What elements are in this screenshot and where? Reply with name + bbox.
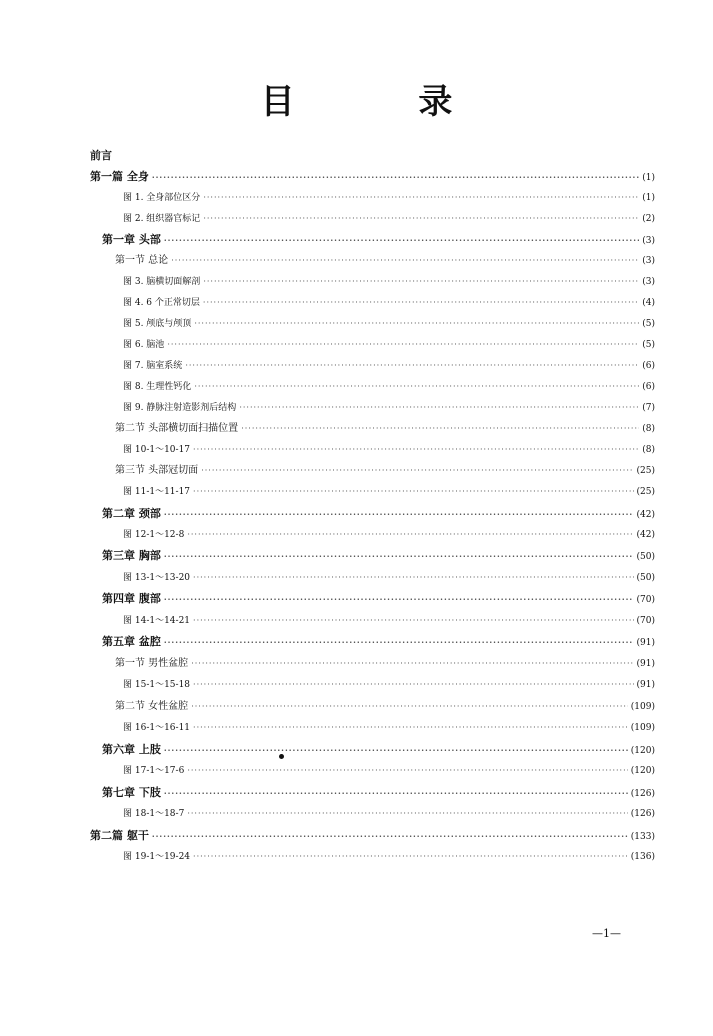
toc-entry-page: (8): [642, 424, 655, 434]
toc-entry-label: 第四章 腹部: [102, 592, 161, 605]
leader-dots: [187, 524, 633, 545]
leader-dots: [241, 418, 639, 439]
toc-entry[interactable]: [102, 739, 655, 760]
toc-entry-page: (70): [636, 616, 655, 626]
toc-entry-label: 第一章 头部: [102, 233, 161, 246]
toc-entry[interactable]: [102, 631, 655, 652]
toc-entry-page: (120): [630, 766, 655, 776]
leader-dots: [191, 653, 633, 674]
toc-entry[interactable]: [115, 250, 655, 271]
toc-entry-label: 第五章 盆腔: [102, 635, 161, 648]
page-number: —1—: [592, 927, 621, 940]
toc-entry-page: (91): [636, 638, 655, 648]
toc-entry-label: 图 10-1～10-17: [123, 445, 191, 455]
toc-entry-label: 第二篇 躯干: [90, 829, 149, 842]
leader-dots: [164, 589, 634, 609]
leader-dots: [193, 481, 633, 502]
toc-entry-label: 第三节 头部冠切面: [115, 465, 199, 476]
leader-dots: [171, 250, 639, 271]
toc-entry-label: 第一节 总论: [115, 255, 169, 266]
toc-entry[interactable]: [102, 503, 655, 524]
toc-entry[interactable]: [90, 825, 655, 846]
leader-dots: [193, 439, 639, 460]
toc-entry-page: (6): [642, 382, 655, 392]
leader-dots: [191, 696, 628, 717]
preface-heading: 前言: [90, 149, 112, 162]
toc-entry-label: 图 17-1～17-6: [123, 766, 185, 776]
toc-entry-page: (50): [636, 573, 655, 583]
toc-entry[interactable]: [123, 674, 655, 695]
toc-entry-page: (1): [642, 193, 655, 203]
toc-entry[interactable]: [123, 567, 655, 588]
toc-entry-page: (1): [642, 173, 655, 183]
toc-entry-label: 第二节 头部横切面扫描位置: [115, 423, 239, 434]
toc-entry-label: 图 15-1～15-18: [123, 680, 191, 690]
leader-dots: [193, 610, 633, 631]
toc-entry-page: (126): [630, 809, 655, 819]
toc-entry-page: (4): [642, 298, 655, 308]
leader-dots: [193, 567, 633, 588]
leader-dots: [203, 208, 639, 229]
toc-entry-page: (2): [642, 214, 655, 224]
leader-dots: [164, 230, 639, 250]
toc-entry[interactable]: [90, 166, 655, 187]
leader-dots: [164, 783, 628, 803]
toc-entry-page: (6): [642, 361, 655, 371]
toc-entry[interactable]: [123, 292, 655, 313]
toc-entry-page: (42): [636, 530, 655, 540]
toc-entry-label: 图 16-1～16-11: [123, 723, 191, 733]
leader-dots: [167, 334, 639, 355]
toc-entry-label: 第七章 下肢: [102, 786, 161, 799]
leader-dots: [187, 760, 627, 781]
toc-entry[interactable]: [123, 187, 655, 208]
leader-dots: [193, 674, 633, 695]
leader-dots: [193, 717, 628, 738]
toc-entry[interactable]: [123, 717, 655, 738]
toc-entry-page: (136): [630, 852, 655, 862]
toc-entry[interactable]: [123, 313, 655, 334]
leader-dots: [152, 167, 639, 187]
leader-dots: [194, 376, 639, 397]
toc-entry-page: (3): [642, 236, 655, 246]
leader-dots: [239, 397, 639, 418]
toc-entry-label: 图 1. 全身部位区分: [123, 193, 201, 203]
toc-entry-label: 图 4. 6 个正常切层: [123, 298, 200, 308]
toc-entry-page: (25): [636, 466, 655, 476]
toc-entry-page: (109): [630, 723, 655, 733]
leader-dots: [194, 313, 639, 334]
toc-entry-label: 第三章 胸部: [102, 549, 161, 562]
toc-entry-page: (42): [636, 510, 655, 520]
scan-speck: [279, 754, 284, 759]
toc-entry-label: 图 12-1～12-8: [123, 530, 185, 540]
toc-entry[interactable]: [123, 610, 655, 631]
page-title: 目 录: [260, 82, 509, 122]
toc-entry-label: 图 2. 组织器官标记: [123, 214, 201, 224]
leader-dots: [185, 355, 639, 376]
toc-entry-label: 图 6. 脑池: [123, 340, 165, 350]
toc-entry-page: (7): [642, 403, 655, 413]
toc-entry[interactable]: [123, 208, 655, 229]
leader-dots: [203, 187, 639, 208]
toc-entry-page: (3): [642, 277, 655, 287]
toc-entry-label: 图 8. 生理性钙化: [123, 382, 192, 392]
toc-entry-page: (120): [630, 746, 655, 756]
toc-entry[interactable]: [123, 760, 655, 781]
toc-entry[interactable]: [115, 696, 655, 717]
toc-entry-page: (70): [636, 595, 655, 605]
toc-entry-label: 图 7. 脑室系统: [123, 361, 183, 371]
toc-entry[interactable]: [123, 481, 655, 502]
toc-entry-page: (25): [636, 487, 655, 497]
toc-entry-page: (109): [630, 702, 655, 712]
toc-entry[interactable]: [123, 524, 655, 545]
toc-entry-label: 第二章 颈部: [102, 507, 161, 520]
leader-dots: [164, 504, 634, 524]
leader-dots: [203, 292, 639, 313]
toc-entry-label: 图 14-1～14-21: [123, 616, 191, 626]
toc-entry-label: 图 5. 颅底与颅顶: [123, 319, 192, 329]
toc-entry-label: 图 9. 静脉注射造影剂后结构: [123, 403, 237, 413]
toc-entry-label: 图 18-1～18-7: [123, 809, 185, 819]
toc-entry[interactable]: [123, 376, 655, 397]
toc-entry-page: (8): [642, 445, 655, 455]
toc-entry[interactable]: [123, 846, 655, 867]
toc-entry[interactable]: [123, 355, 655, 376]
leader-dots: [164, 740, 628, 760]
toc-entry-page: (5): [642, 319, 655, 329]
toc-entry[interactable]: [102, 545, 655, 566]
toc-entry-page: (133): [630, 832, 655, 842]
toc-entry-label: 第一篇 全身: [90, 170, 149, 183]
toc-entry-page: (126): [630, 789, 655, 799]
toc-entry[interactable]: [102, 588, 655, 609]
toc-entry-page: (3): [642, 256, 655, 266]
leader-dots: [201, 460, 633, 481]
leader-dots: [193, 846, 628, 867]
toc-entry[interactable]: [102, 229, 655, 250]
toc-entry[interactable]: [123, 803, 655, 824]
toc-entry[interactable]: [102, 782, 655, 803]
toc-entry-page: (91): [636, 659, 655, 669]
toc-entry-label: 第二节 女性盆腔: [115, 701, 189, 712]
toc-entry-label: 第一节 男性盆腔: [115, 658, 189, 669]
toc-entry[interactable]: [115, 653, 655, 674]
toc-entry[interactable]: [115, 418, 655, 439]
leader-dots: [164, 632, 634, 652]
toc-entry-page: (91): [636, 680, 655, 690]
toc-entry[interactable]: [123, 397, 655, 418]
toc-entry-page: (50): [636, 552, 655, 562]
toc-entry-label: 图 11-1～11-17: [123, 487, 191, 497]
leader-dots: [187, 803, 627, 824]
leader-dots: [203, 271, 639, 292]
toc-entry-label: 图 3. 脑横切面解剖: [123, 277, 201, 287]
toc-entry[interactable]: [115, 460, 655, 481]
toc-entry-label: 图 13-1～13-20: [123, 573, 191, 583]
leader-dots: [152, 826, 628, 846]
toc-entry-label: 图 19-1～19-24: [123, 852, 191, 862]
toc-entry[interactable]: [123, 334, 655, 355]
toc-entry[interactable]: [123, 439, 655, 460]
leader-dots: [164, 546, 634, 566]
toc-entry[interactable]: [123, 271, 655, 292]
toc-entry-label: 第六章 上肢: [102, 743, 161, 756]
toc-entry-page: (5): [642, 340, 655, 350]
